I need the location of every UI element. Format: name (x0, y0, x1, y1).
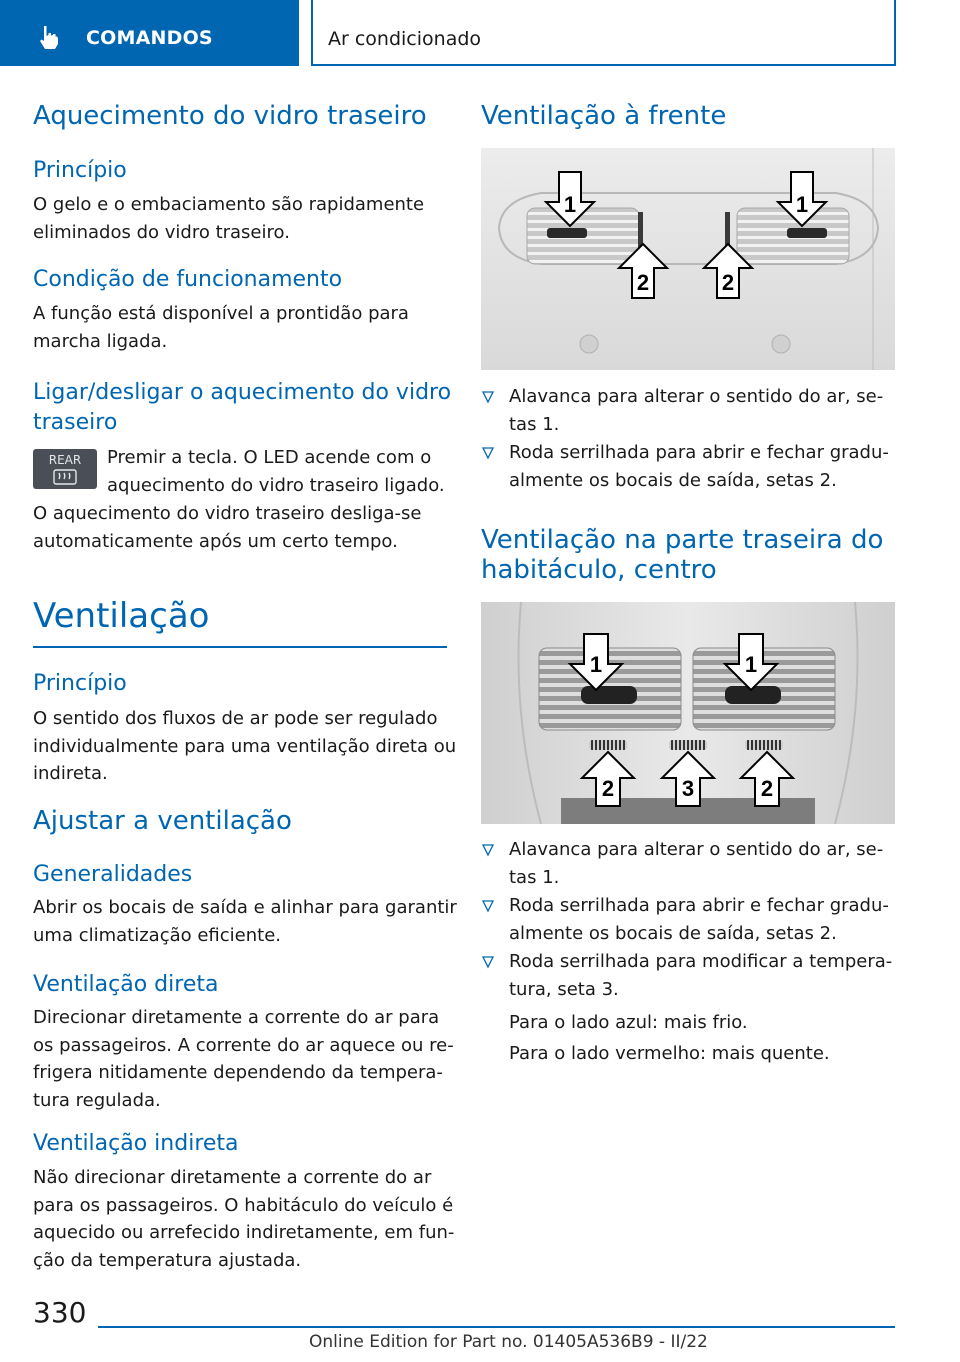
text-line: aquecido ou arrefecido indiretamente, em fun‐ (33, 1222, 455, 1243)
direct-ventilation-text (33, 1004, 454, 1114)
text-line: tas 1. (509, 413, 560, 435)
general-text (33, 894, 457, 949)
text-line: aquecimento do vidro traseiro ligado. (107, 474, 445, 496)
arrow-number: 1 (744, 652, 758, 677)
text-line: Não direcionar diretamente a corrente do ar (33, 1167, 432, 1188)
heading-front-ventilation: Ventilação à frente (481, 101, 727, 131)
text-line: eliminados do vidro traseiro. (33, 221, 290, 243)
arrow-number: 3 (681, 776, 695, 801)
page-header (0, 0, 960, 66)
key-instruction-text (107, 444, 445, 499)
text-line: Abrir os bocais de saída e alinhar para garantir (33, 897, 457, 918)
heading-line: Ligar/desligar o aquecimento do vidro (33, 380, 452, 405)
chapter-title: Ar condicionado (328, 28, 482, 50)
principle-ventilation-text (33, 705, 456, 788)
triangle-bullet-icon (481, 843, 495, 857)
text-line: almente os bocais de saída, setas 2. (509, 469, 837, 491)
heading-rear-window-heating: Aquecimento do vidro traseiro (33, 101, 427, 131)
principle-text (33, 191, 424, 246)
text-line: O sentido dos fluxos de ar pode ser regulado (33, 708, 438, 729)
text-line: O gelo e o embaciamento são rapidamente (33, 194, 425, 215)
triangle-bullet-icon (481, 955, 495, 969)
text-line: marcha ligada. (33, 330, 168, 352)
text-line: automaticamente após um certo tempo. (33, 530, 398, 552)
text-line: almente os bocais de saída, setas 2. (509, 922, 837, 944)
text-line: frigera nitidamente dependendo da tempera‐ (33, 1062, 443, 1083)
text-line: Premir a tecla. O LED acende com o (107, 447, 432, 468)
arrow-number: 2 (636, 270, 650, 295)
rear-defrost-button-icon (33, 449, 97, 489)
heading-line: Ventilação na parte traseira do (481, 525, 884, 555)
section-tab (0, 0, 299, 66)
heading-line: traseiro (33, 410, 118, 435)
footer-rule (98, 1326, 895, 1328)
heading-principle-ventilation: Princípio (33, 671, 127, 696)
front-vents-photo (481, 148, 895, 370)
text-line: tas 1. (509, 866, 560, 888)
blue-side-text: Para o lado azul: mais frio. (509, 1012, 748, 1033)
arrow-number: 1 (589, 652, 603, 677)
text-line: os passageiros. A corrente do ar aquece ou re‐ (33, 1034, 454, 1056)
arrow-number: 2 (601, 776, 615, 801)
arrow-number: 2 (760, 776, 774, 801)
text-line: Roda serrilhada para modificar a tempera‐ (509, 951, 893, 972)
heading-switch-rear-heating (33, 378, 451, 438)
auto-off-text (33, 500, 421, 555)
key-label: REAR (48, 453, 82, 467)
arrow-number: 1 (795, 192, 809, 217)
triangle-bullet-icon (481, 446, 495, 460)
text-line: ção da temperatura ajustada. (33, 1249, 302, 1271)
text-line: Direcionar diretamente a corrente do ar para (33, 1007, 440, 1028)
chapter-box (311, 0, 896, 66)
edition-info: Online Edition for Part no. 01405A536B9 - II/22 (309, 1332, 708, 1352)
triangle-bullet-icon (481, 390, 495, 404)
heading-direct-ventilation: Ventilação direta (33, 972, 219, 997)
triangle-bullet-icon (481, 899, 495, 913)
defrost-icon (53, 469, 77, 485)
red-side-text: Para o lado vermelho: mais quente. (509, 1043, 830, 1064)
arrow-number: 1 (563, 192, 577, 217)
heading-principle: Princípio (33, 158, 127, 183)
text-line: A função está disponível a prontidão para (33, 303, 409, 324)
heading-rear-ventilation (481, 525, 883, 585)
heading-indirect-ventilation: Ventilação indireta (33, 1131, 239, 1156)
section-divider (33, 646, 447, 648)
text-line: Roda serrilhada para abrir e fechar gradu‐ (509, 442, 889, 463)
text-line: Roda serrilhada para abrir e fechar gradu‐ (509, 895, 889, 916)
heading-ventilation: Ventilação (33, 596, 210, 636)
text-line: Alavanca para alterar o sentido do ar, se‐ (509, 839, 884, 860)
heading-general: Generalidades (33, 862, 193, 887)
heading-line: habitáculo, centro (481, 555, 717, 585)
text-line: individualmente para uma ventilação direta ou (33, 735, 457, 757)
text-line: para os passageiros. O habitáculo do veículo é (33, 1194, 454, 1216)
hand-pointer-icon (36, 24, 62, 50)
condition-text (33, 300, 409, 355)
text-line: tura, seta 3. (509, 978, 619, 1000)
page-number: 330 (33, 1296, 87, 1329)
rear-vents-photo (481, 602, 895, 824)
text-line: O aquecimento do vidro traseiro desliga-se (33, 503, 422, 524)
text-line: tura regulada. (33, 1089, 161, 1111)
arrow-number: 2 (721, 270, 735, 295)
text-line: indireta. (33, 763, 108, 784)
heading-adjust-ventilation: Ajustar a ventilação (33, 806, 292, 836)
indirect-ventilation-text (33, 1164, 454, 1274)
text-line: uma climatização eficiente. (33, 924, 282, 946)
text-line: Alavanca para alterar o sentido do ar, se‐ (509, 386, 884, 407)
section-label: COMANDOS (86, 27, 213, 49)
heading-operating-condition: Condição de funcionamento (33, 267, 343, 292)
